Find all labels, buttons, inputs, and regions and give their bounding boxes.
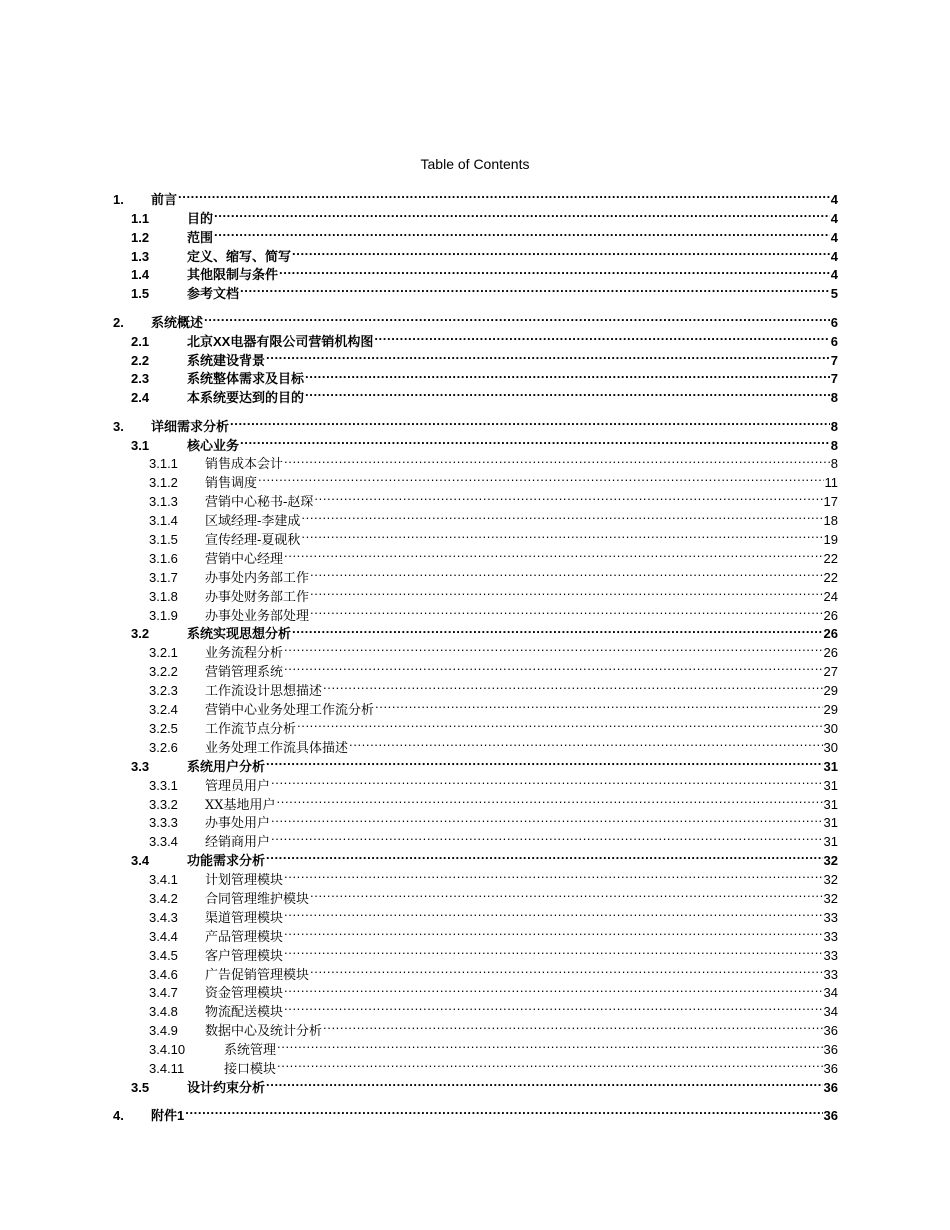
toc-entry-title: 详细需求分析 [151, 418, 230, 434]
toc-dot-leader [310, 601, 823, 620]
toc-entry[interactable] [111, 1035, 838, 1059]
toc-dot-leader [204, 308, 830, 327]
toc-entry[interactable] [111, 242, 838, 264]
toc-entry-number: 3.4.10 [149, 1042, 186, 1058]
toc-entry[interactable] [111, 185, 838, 207]
toc-entry[interactable] [111, 327, 838, 349]
toc-entry-page: 7 [830, 371, 838, 387]
toc-entry[interactable] [111, 431, 838, 453]
toc-dot-leader [374, 327, 829, 346]
toc-dot-leader [297, 714, 823, 733]
toc-entry[interactable] [111, 204, 838, 226]
toc-entry-number: 3.4.6 [149, 966, 178, 982]
toc-dot-leader [284, 657, 823, 676]
toc-entry-title: 系统实现思想分析 [187, 626, 292, 642]
toc-entry[interactable] [111, 997, 838, 1021]
toc-entry[interactable] [111, 601, 838, 624]
toc-entry-page: 31 [823, 796, 838, 812]
toc-dot-leader [284, 450, 830, 469]
toc-dot-leader [185, 1101, 822, 1120]
toc-entry[interactable] [111, 365, 838, 387]
toc-entry-number: 3.4.1 [149, 872, 178, 888]
toc-entry-page: 26 [823, 645, 838, 661]
toc-entry[interactable] [111, 261, 838, 283]
toc-entry-page: 6 [830, 333, 838, 349]
toc-entry-title: 物流配送模块 [205, 1005, 284, 1021]
toc-dot-leader [284, 903, 823, 922]
toc-entry-number: 3.3.4 [149, 834, 178, 850]
toc-entry[interactable] [111, 383, 838, 406]
toc-entry-page: 17 [823, 494, 838, 510]
toc-entry-number: 3.1.1 [149, 456, 178, 472]
toc-entry[interactable] [111, 450, 838, 473]
toc-entry-title: 办事处内务部工作 [205, 570, 310, 586]
toc-entry-title: 核心业务 [187, 437, 240, 453]
toc-dot-leader [284, 638, 823, 657]
toc-entry-page: 4 [830, 229, 838, 245]
toc-entry-number: 3.3.1 [149, 777, 178, 793]
toc-dot-leader [266, 1073, 823, 1092]
toc-entry-title: 办事处财务部工作 [205, 589, 310, 605]
toc-dot-leader [277, 790, 823, 809]
toc-entry[interactable] [111, 412, 838, 434]
toc-entry-page: 36 [823, 1023, 838, 1039]
toc-entry-title: 渠道管理模块 [205, 910, 284, 926]
toc-entry-page: 4 [830, 248, 838, 264]
toc-entry-title: 前言 [151, 191, 178, 207]
toc-dot-leader [314, 487, 822, 506]
toc-entry-title: 区域经理-李建成 [205, 514, 301, 530]
toc-entry[interactable] [111, 279, 838, 302]
toc-entry[interactable] [111, 752, 838, 774]
toc-entry-title: 营销中心秘书-赵琛 [205, 495, 314, 511]
toc-entry[interactable] [111, 884, 838, 907]
toc-dot-leader [301, 506, 822, 525]
toc-entry[interactable] [111, 676, 838, 700]
toc-entry-page: 22 [823, 569, 838, 585]
toc-entry-title: 业务流程分析 [205, 646, 284, 662]
toc-dot-leader [349, 733, 823, 752]
toc-entry-number: 3.4.2 [149, 890, 178, 906]
toc-entry[interactable] [111, 695, 838, 719]
toc-entry-title: 参考文档 [187, 286, 240, 302]
toc-entry-page: 11 [824, 475, 838, 491]
toc-entry[interactable] [111, 1101, 838, 1124]
toc-dot-leader [266, 846, 823, 865]
toc-dot-leader [284, 997, 823, 1016]
toc-entry-title: 营销中心业务处理工作流分析 [205, 703, 375, 719]
toc-entry[interactable] [111, 960, 838, 983]
toc-entry[interactable] [111, 1054, 838, 1077]
toc-entry-page: 33 [823, 909, 838, 925]
toc-entry-number: 3.4.8 [149, 1004, 178, 1020]
toc-entry-number: 3.5 [131, 1079, 150, 1095]
toc-entry[interactable] [111, 809, 838, 832]
toc-entry[interactable] [111, 733, 838, 756]
toc-entry-page: 36 [823, 1108, 838, 1124]
toc-title: Table of Contents [420, 156, 530, 172]
toc-entry-number: 3. [113, 418, 124, 434]
toc-entry-number: 3.2.4 [149, 702, 178, 718]
toc-entry-page: 6 [830, 314, 838, 330]
toc-entry[interactable] [111, 620, 838, 642]
toc-entry-page: 7 [830, 352, 838, 368]
toc-entry-page: 32 [823, 890, 838, 906]
toc-entry-page: 8 [830, 456, 838, 472]
toc-dot-leader [323, 676, 823, 695]
toc-entry-page: 26 [823, 626, 838, 642]
toc-entry-title: 计划管理模块 [205, 873, 284, 889]
toc-entry-number: 2.4 [131, 390, 150, 406]
toc-entry-number: 2.2 [131, 352, 150, 368]
toc-entry-number: 1.3 [131, 248, 150, 264]
toc-dot-leader [310, 884, 823, 903]
toc-entry-number: 3.1.8 [149, 588, 178, 604]
toc-entry-page: 26 [823, 607, 838, 623]
toc-entry-page: 29 [823, 683, 838, 699]
toc-dot-leader [271, 827, 823, 846]
toc-dot-leader [310, 960, 823, 979]
toc-dot-leader [284, 941, 823, 960]
toc-entry-page: 30 [823, 720, 838, 736]
toc-entry-title: 工作流节点分析 [205, 721, 297, 737]
toc-dot-leader [277, 1054, 823, 1073]
toc-entry-page: 5 [830, 286, 838, 302]
toc-entry-title: 目的 [187, 210, 214, 226]
toc-entry-number: 3.1.2 [149, 475, 178, 491]
toc-entry[interactable] [111, 223, 838, 245]
toc-entry-page: 31 [823, 815, 838, 831]
toc-dot-leader [284, 865, 823, 884]
toc-entry[interactable] [111, 903, 838, 926]
toc-entry-number: 1.1 [131, 210, 150, 226]
toc-entry-number: 3.1.5 [149, 532, 178, 548]
toc-entry-number: 3.1 [131, 437, 150, 453]
toc-entry-page: 32 [823, 872, 838, 888]
toc-entry-title: 数据中心及统计分析 [205, 1024, 323, 1040]
toc-entry-number: 3.4 [131, 853, 150, 869]
toc-dot-leader [214, 223, 830, 242]
toc-entry-number: 3.2.1 [149, 645, 178, 661]
toc-entry-page: 36 [823, 1079, 838, 1095]
toc-entry-number: 3.3.2 [149, 796, 178, 812]
toc-dot-leader [292, 620, 823, 639]
toc-dot-leader [284, 922, 823, 941]
toc-entry-title: 经销商用户 [205, 835, 271, 851]
toc-entry[interactable] [111, 506, 838, 530]
toc-entry-title: 营销管理系统 [205, 665, 284, 681]
toc-entry-page: 33 [823, 928, 838, 944]
toc-entry-page: 32 [823, 853, 838, 869]
toc-entry-title: 系统概述 [151, 314, 204, 330]
toc-entry-title: 接口模块 [224, 1061, 277, 1077]
toc-entry[interactable] [111, 638, 838, 662]
toc-entry-number: 2.3 [131, 371, 150, 387]
toc-entry-page: 36 [823, 1042, 838, 1058]
toc-dot-leader [277, 1035, 823, 1054]
toc-dot-leader [375, 695, 823, 714]
toc-entry[interactable] [111, 941, 838, 964]
toc-entry-title: 客户管理模块 [205, 948, 284, 964]
toc-dot-leader [310, 563, 823, 582]
toc-entry-number: 3.2.3 [149, 683, 178, 699]
toc-entry-page: 31 [823, 777, 838, 793]
toc-entry-page: 4 [830, 267, 838, 283]
toc-dot-leader [266, 752, 823, 771]
toc-entry-title: 系统用户分析 [187, 758, 266, 774]
toc-entry-title: 业务处理工作流具体描述 [205, 740, 349, 756]
toc-entry[interactable] [111, 865, 838, 889]
toc-entry-page: 29 [823, 702, 838, 718]
toc-entry-page: 19 [823, 532, 838, 548]
toc-entry-title: 附件1 [151, 1108, 185, 1124]
toc-entry[interactable] [111, 827, 838, 851]
toc-entry-title: 办事处用户 [205, 816, 271, 832]
toc-dot-leader [310, 582, 823, 601]
toc-entry-number: 2. [113, 314, 124, 330]
toc-entry-title: 销售调度 [205, 476, 258, 492]
toc-dot-leader [305, 383, 830, 402]
toc-entry-title: 管理员用户 [205, 778, 271, 794]
toc-dot-leader [178, 185, 830, 204]
toc-entry-page: 30 [823, 739, 838, 755]
toc-entry[interactable] [111, 714, 838, 737]
toc-entry-number: 3.1.7 [149, 569, 178, 585]
toc-entry-title: 合同管理维护模块 [205, 891, 310, 907]
toc-entry[interactable] [111, 846, 838, 869]
toc-entry[interactable] [111, 563, 838, 586]
toc-entry[interactable] [111, 1016, 838, 1040]
toc-entry-page: 8 [830, 437, 838, 453]
toc-dot-leader [271, 771, 823, 790]
toc-entry-number: 2.1 [131, 333, 150, 349]
toc-entry-number: 4. [113, 1108, 124, 1124]
toc-entry-number: 3.4.9 [149, 1023, 178, 1039]
toc-entry-title: XX基地用户 [205, 797, 276, 813]
toc-entry-number: 3.4.5 [149, 947, 178, 963]
toc-entry[interactable] [111, 308, 838, 330]
toc-dot-leader [271, 809, 823, 828]
toc-entry-page: 4 [830, 210, 838, 226]
toc-entry[interactable] [111, 582, 838, 605]
toc-dot-leader [305, 365, 830, 384]
toc-entry[interactable] [111, 346, 838, 368]
toc-entry-page: 34 [823, 1004, 838, 1020]
toc-entry-page: 22 [823, 550, 838, 566]
toc-entry-title: 产品管理模块 [205, 929, 284, 945]
toc-dot-leader [266, 346, 830, 365]
toc-entry[interactable] [111, 790, 838, 813]
toc-entry-page: 31 [823, 834, 838, 850]
toc-entry-page: 8 [830, 390, 838, 406]
toc-entry-page: 33 [823, 947, 838, 963]
toc-entry-number: 1. [113, 191, 124, 207]
toc-entry-number: 1.5 [131, 286, 150, 302]
toc-dot-leader [258, 468, 823, 487]
toc-entry-title: 广告促销管理模块 [205, 967, 310, 983]
toc-entry[interactable] [111, 525, 838, 549]
toc-entry[interactable] [111, 544, 838, 567]
toc-entry-page: 34 [823, 985, 838, 1001]
toc-entry-page: 33 [823, 966, 838, 982]
toc-entry-title: 本系统要达到的目的 [187, 390, 305, 406]
toc-dot-leader [230, 412, 830, 431]
toc-entry-title: 系统建设背景 [187, 352, 266, 368]
toc-entry-number: 3.1.6 [149, 550, 178, 566]
toc-entry[interactable] [111, 487, 838, 511]
toc-entry-title: 系统管理 [224, 1043, 277, 1059]
toc-entry-title: 资金管理模块 [205, 986, 284, 1002]
toc-entry-page: 31 [823, 758, 838, 774]
toc-entry-page: 4 [830, 191, 838, 207]
toc-dot-leader [240, 279, 830, 298]
toc-entry-title: 范围 [187, 229, 214, 245]
toc-entry-title: 定义、缩写、简写 [187, 248, 292, 264]
toc-dot-leader [214, 204, 830, 223]
toc-dot-leader [284, 544, 823, 563]
toc-dot-leader [240, 431, 830, 450]
toc-dot-leader [323, 1016, 823, 1035]
toc-entry-title: 功能需求分析 [187, 853, 266, 869]
toc-entry[interactable] [111, 771, 838, 794]
toc-entry[interactable] [111, 922, 838, 945]
toc-entry-number: 1.4 [131, 267, 150, 283]
toc-entry-title: 设计约束分析 [187, 1079, 266, 1095]
toc-entry-number: 3.2.2 [149, 664, 178, 680]
toc-entry-number: 3.1.3 [149, 494, 178, 510]
toc-entry[interactable] [111, 468, 838, 492]
toc-dot-leader [301, 525, 822, 544]
toc-dot-leader [292, 242, 830, 261]
toc-entry-number: 3.4.3 [149, 909, 178, 925]
toc-entry[interactable] [111, 657, 838, 681]
toc-entry-number: 3.2.5 [149, 720, 178, 736]
toc-entry-title: 工作流设计思想描述 [205, 684, 323, 700]
toc-entry[interactable] [111, 1073, 838, 1095]
toc-entry-page: 27 [823, 664, 838, 680]
toc-entry-title: 系统整体需求及目标 [187, 371, 305, 387]
toc-entry-number: 3.1.4 [149, 513, 178, 529]
toc-entry-number: 3.3 [131, 758, 150, 774]
toc-dot-leader [284, 979, 823, 998]
toc-entry-page: 8 [830, 418, 838, 434]
toc-entry-title: 营销中心经理 [205, 551, 284, 567]
toc-entry-page: 18 [823, 513, 838, 529]
toc-entry-title: 销售成本会计 [205, 457, 284, 473]
toc-entry[interactable] [111, 979, 838, 1002]
toc-entry-title: 其他限制与条件 [187, 267, 279, 283]
toc-entry-number: 3.3.3 [149, 815, 178, 831]
toc-entry-title: 宣传经理-夏砚秋 [205, 533, 301, 549]
toc-entry-number: 3.4.4 [149, 928, 178, 944]
toc-entry-number: 1.2 [131, 229, 150, 245]
toc-entry-title: 办事处业务部处理 [205, 608, 310, 624]
toc-entry-number: 3.4.11 [149, 1060, 185, 1076]
toc-entry-page: 36 [823, 1060, 838, 1076]
toc-entry-page: 24 [823, 588, 838, 604]
toc-entry-number: 3.2.6 [149, 739, 178, 755]
toc-entry-number: 3.2 [131, 626, 150, 642]
toc-dot-leader [279, 261, 830, 280]
toc-list [111, 185, 838, 1124]
toc-entry-number: 3.1.9 [149, 607, 178, 623]
toc-entry-title: 北京XX电器有限公司营销机构图 [187, 333, 374, 349]
toc-entry-number: 3.4.7 [149, 985, 178, 1001]
